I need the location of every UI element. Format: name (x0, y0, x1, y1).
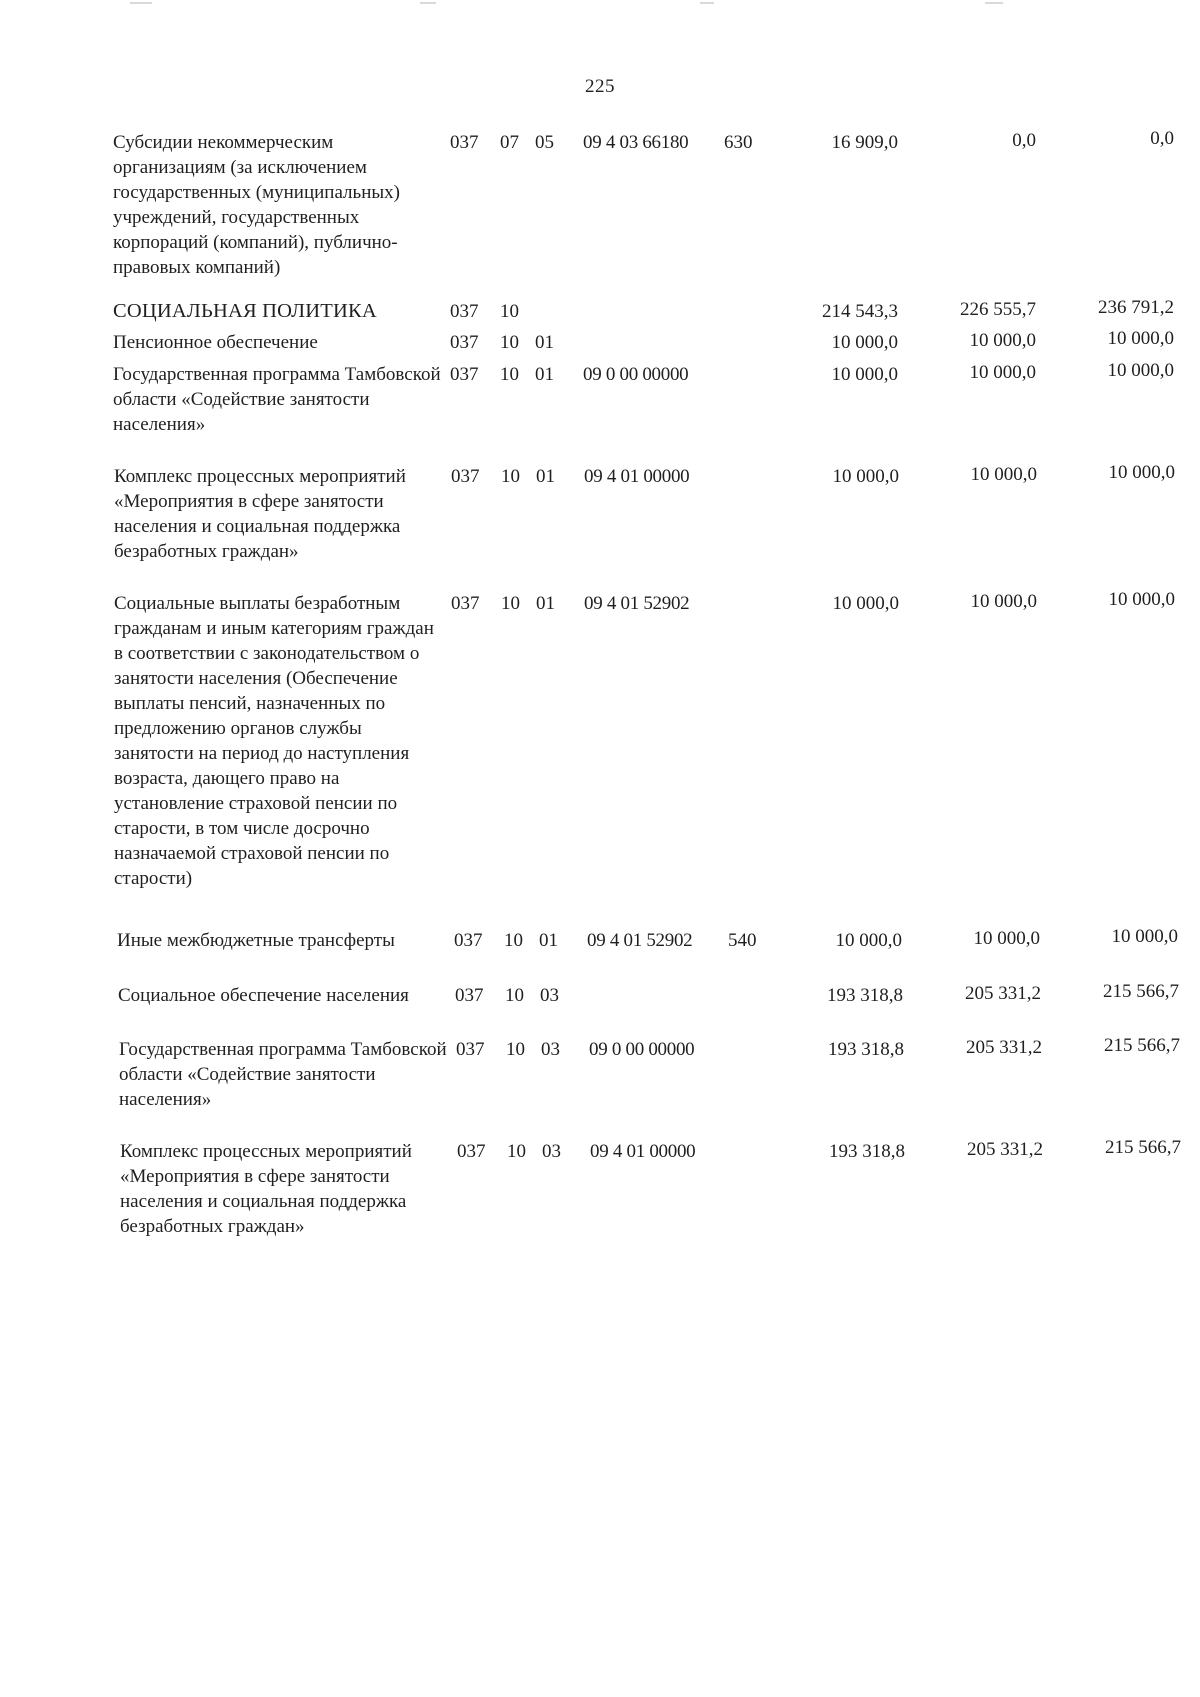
ved-code: 037 (451, 593, 480, 614)
amount-year-1: 193 318,8 (829, 1141, 905, 1162)
amount-year-3: 0,0 (1150, 128, 1174, 149)
target-article-code: 09 4 01 00000 (590, 1141, 696, 1162)
subsection-code: 05 (535, 132, 554, 153)
ved-code: 037 (450, 132, 479, 153)
subsection-code: 03 (541, 1039, 560, 1060)
ved-code: 037 (454, 930, 483, 951)
row-name: Государственная программа Тамбовской области «Содействие занятости населения» (119, 1039, 447, 1110)
section-code: 10 (505, 985, 524, 1006)
ved-code: 037 (457, 1141, 486, 1162)
page-number: 225 (585, 76, 615, 97)
amount-year-1: 10 000,0 (832, 466, 899, 487)
ved-code: 037 (456, 1039, 485, 1060)
amount-year-1: 10 000,0 (831, 332, 898, 353)
subsection-code: 01 (536, 466, 555, 487)
subsection-code: 03 (540, 985, 559, 1006)
amount-year-3: 10 000,0 (1107, 360, 1174, 381)
amount-year-3: 215 566,7 (1104, 1035, 1180, 1056)
target-article-code: 09 4 01 00000 (584, 466, 690, 487)
amount-year-2: 10 000,0 (970, 464, 1037, 485)
amount-year-2: 205 331,2 (965, 983, 1041, 1004)
row-name: Комплекс процессных мероприятий «Мероприятия в сфере занятости населения и социальная поддержка безработных граждан» (120, 1141, 412, 1237)
amount-year-2: 0,0 (1012, 130, 1036, 151)
section-code: 10 (501, 593, 520, 614)
subsection-code: 01 (535, 332, 554, 353)
amount-year-3: 215 566,7 (1105, 1137, 1181, 1158)
amount-year-1: 10 000,0 (835, 930, 902, 951)
target-article-code: 09 0 00 00000 (589, 1039, 695, 1060)
amount-year-2: 205 331,2 (967, 1139, 1043, 1160)
section-code: 10 (501, 466, 520, 487)
amount-year-2: 226 555,7 (960, 299, 1036, 320)
row-name: Субсидии некоммерческим организациям (за исключением государственных (муниципальных) учреждений, государственных корпораций (компаний), публично-правовых компаний) (113, 132, 400, 278)
amount-year-3: 215 566,7 (1103, 981, 1179, 1002)
amount-year-2: 205 331,2 (966, 1037, 1042, 1058)
amount-year-1: 16 909,0 (831, 132, 898, 153)
section-code: 10 (506, 1039, 525, 1060)
expense-type-code: 540 (728, 930, 757, 951)
subsection-code: 01 (535, 364, 554, 385)
amount-year-2: 10 000,0 (970, 591, 1037, 612)
subsection-code: 03 (542, 1141, 561, 1162)
amount-year-1: 10 000,0 (832, 593, 899, 614)
target-article-code: 09 4 03 66180 (583, 132, 689, 153)
section-code: 10 (507, 1141, 526, 1162)
target-article-code: 09 0 00 00000 (583, 364, 689, 385)
row-name: Государственная программа Тамбовской области «Содействие занятости населения» (113, 364, 441, 435)
subsection-code: 01 (539, 930, 558, 951)
amount-year-1: 193 318,8 (828, 1039, 904, 1060)
ved-code: 037 (450, 332, 479, 353)
row-name: Иные межбюджетные трансферты (117, 930, 395, 951)
section-code: 10 (500, 364, 519, 385)
amount-year-3: 10 000,0 (1108, 462, 1175, 483)
row-name: Социальное обеспечение населения (118, 985, 409, 1006)
ved-code: 037 (455, 985, 484, 1006)
target-article-code: 09 4 01 52902 (587, 930, 693, 951)
ved-code: 037 (450, 364, 479, 385)
section-code: 07 (500, 132, 519, 153)
row-name: СОЦИАЛЬНАЯ ПОЛИТИКА (113, 300, 377, 322)
amount-year-2: 10 000,0 (969, 362, 1036, 383)
row-name: Комплекс процессных мероприятий «Мероприятия в сфере занятости населения и социальная поддержка безработных граждан» (114, 466, 406, 562)
ved-code: 037 (450, 301, 479, 322)
amount-year-3: 10 000,0 (1107, 328, 1174, 349)
amount-year-3: 236 791,2 (1098, 297, 1174, 318)
amount-year-1: 10 000,0 (831, 364, 898, 385)
ved-code: 037 (451, 466, 480, 487)
amount-year-2: 10 000,0 (973, 928, 1040, 949)
section-code: 10 (500, 301, 519, 322)
amount-year-3: 10 000,0 (1108, 589, 1175, 610)
amount-year-3: 10 000,0 (1111, 926, 1178, 947)
expense-type-code: 630 (724, 132, 753, 153)
subsection-code: 01 (536, 593, 555, 614)
target-article-code: 09 4 01 52902 (584, 593, 690, 614)
amount-year-1: 193 318,8 (827, 985, 903, 1006)
amount-year-1: 214 543,3 (822, 301, 898, 322)
row-name: Социальные выплаты безработным гражданам и иным категориям граждан в соответствии с законодательством о занятости населения (Обеспечение выплаты пенсий, назначенных по предложению органов службы занятости на период до наступления возраста, дающего право на установление страховой пенсии по старости, в том числе досрочно назначаемой страховой пенсии по старости) (114, 593, 434, 889)
amount-year-2: 10 000,0 (969, 330, 1036, 351)
row-name: Пенсионное обеспечение (113, 332, 318, 353)
section-code: 10 (500, 332, 519, 353)
section-code: 10 (504, 930, 523, 951)
